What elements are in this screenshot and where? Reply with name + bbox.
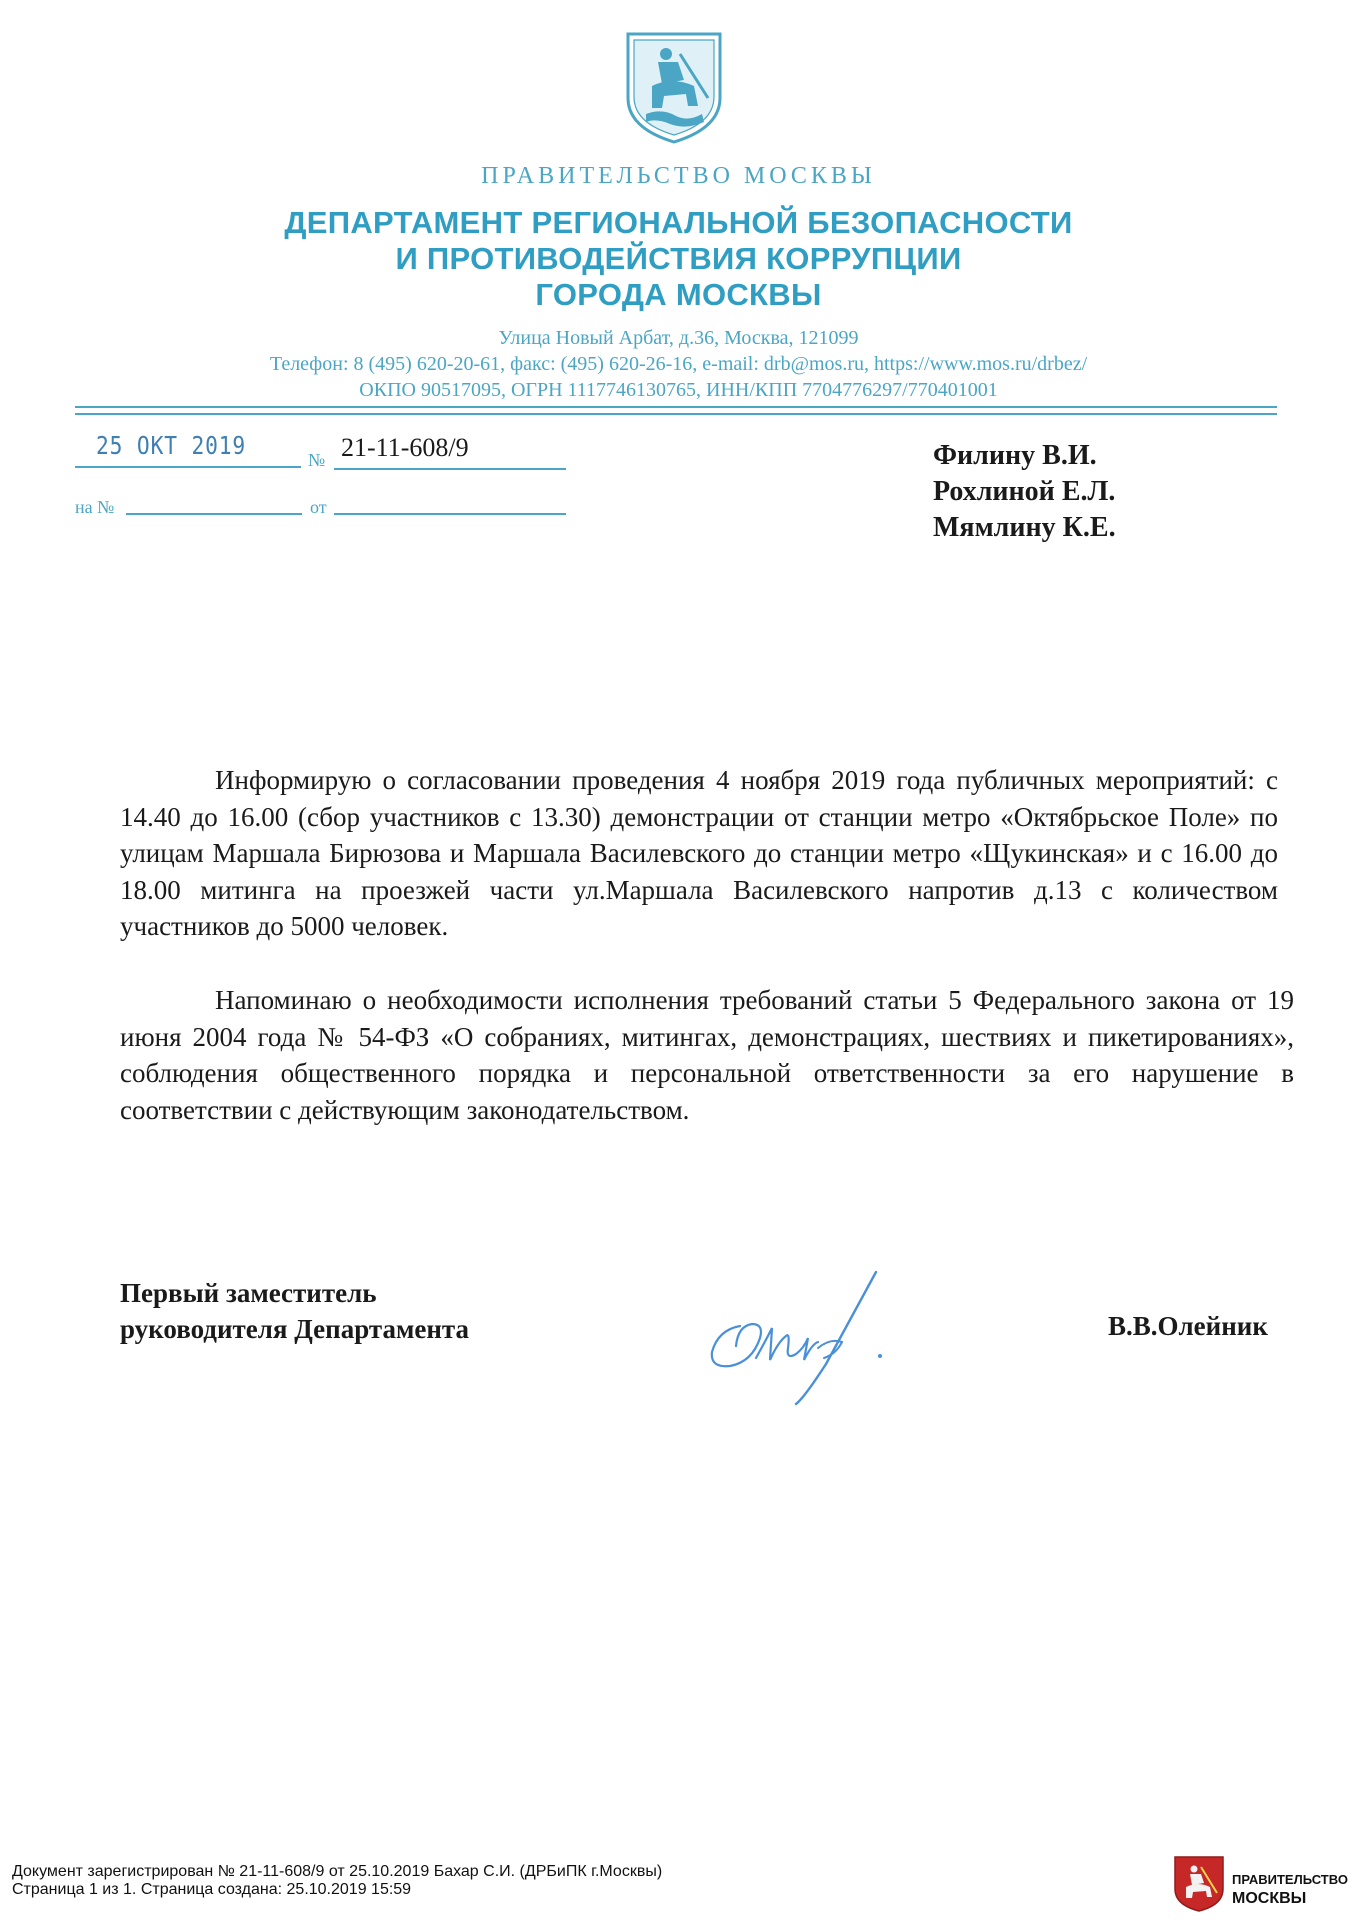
date-field-line: [75, 466, 301, 468]
date-stamp: 25 ОКТ 2019: [96, 431, 247, 460]
letterhead-rule-top: [75, 406, 1277, 408]
department-name-line-2: И ПРОТИВОДЕЙСТВИЯ КОРРУПЦИИ: [395, 241, 962, 276]
letter-body-continued: [120, 982, 1294, 1128]
footer-brand-line-2: МОСКВЫ: [1232, 1890, 1307, 1907]
signatory-role-line-2: руководителя Департамента: [120, 1314, 469, 1344]
department-contacts: Телефон: 8 (495) 620-20-61, факс: (495) 620-26-16, e-mail: drb@mos.ru, https://www.mos.ru/drbez/: [269, 353, 1088, 375]
department-address: Улица Новый Арбат, д.36, Москва, 121099: [498, 327, 859, 349]
footer-registration: Документ зарегистрирован № 21-11-608/9 от 25.10.2019 Бахар С.И. (ДРБиПК г.Москвы): [12, 1863, 663, 1880]
footer-page-info: Страница 1 из 1. Страница создана: 25.10.2019 15:59: [12, 1881, 412, 1898]
government-title: ПРАВИТЕЛЬСТВО МОСКВЫ: [481, 163, 876, 189]
number-field-line: [334, 468, 566, 470]
addressee-3: Мямлину К.Е.: [933, 512, 1116, 543]
addressee-1: Филину В.И.: [933, 440, 1097, 471]
body-paragraph-1: Информирую о согласовании проведения 4 ноября 2019 года публичных мероприятий: с 14.40 до 16.00 (сбор участников с 13.30) демонстрации от станции метро «Октябрьское Поле» по улицам Маршала Бирюзова и Маршала Василевского до станции метро «Щукинская» и с 16.00 до 18.00 митинга на проезжей части ул.Маршала Василевского напротив д.13 с количеством участников до 5000 человек.: [120, 765, 1278, 942]
letterhead-rule-bottom: [75, 413, 1277, 415]
addressee-2: Рохлиной Е.Л.: [933, 476, 1116, 507]
department-codes: ОКПО 90517095, ОГРН 1117746130765, ИНН/КПП 7704776297/770401001: [359, 379, 998, 401]
reference-date-line: [334, 513, 566, 515]
reference-number-line: [126, 513, 302, 515]
reference-date-label: от: [310, 497, 327, 517]
handwritten-signature: [700, 1268, 900, 1408]
department-name-line-1: ДЕПАРТАМЕНТ РЕГИОНАЛЬНОЙ БЕЗОПАСНОСТИ: [284, 205, 1073, 240]
body-paragraph-2: Напоминаю о необходимости исполнения требований статьи 5 Федерального закона от 19 июня 2004 года № 54-ФЗ «О собраниях, митингах, демонстрациях, шествиях и пикетированиях», соблюдения общественного порядка и персональной ответственности за его нарушение в соответствии с действующим законодательством.: [120, 985, 1294, 1125]
moscow-coat-of-arms-icon: [1173, 1855, 1225, 1913]
department-name-line-3: ГОРОДА МОСКВЫ: [535, 277, 822, 312]
letter-body: [120, 762, 1278, 945]
signatory-name: В.В.Олейник: [1108, 1311, 1268, 1341]
signatory-role-line-1: Первый заместитель: [120, 1278, 377, 1308]
reference-number-label: на №: [75, 497, 115, 517]
registration-number: 21-11-608/9: [341, 433, 469, 462]
footer-brand-line-1: ПРАВИТЕЛЬСТВО: [1232, 1872, 1348, 1887]
number-label: №: [308, 450, 326, 470]
moscow-coat-of-arms-icon: [622, 28, 726, 146]
